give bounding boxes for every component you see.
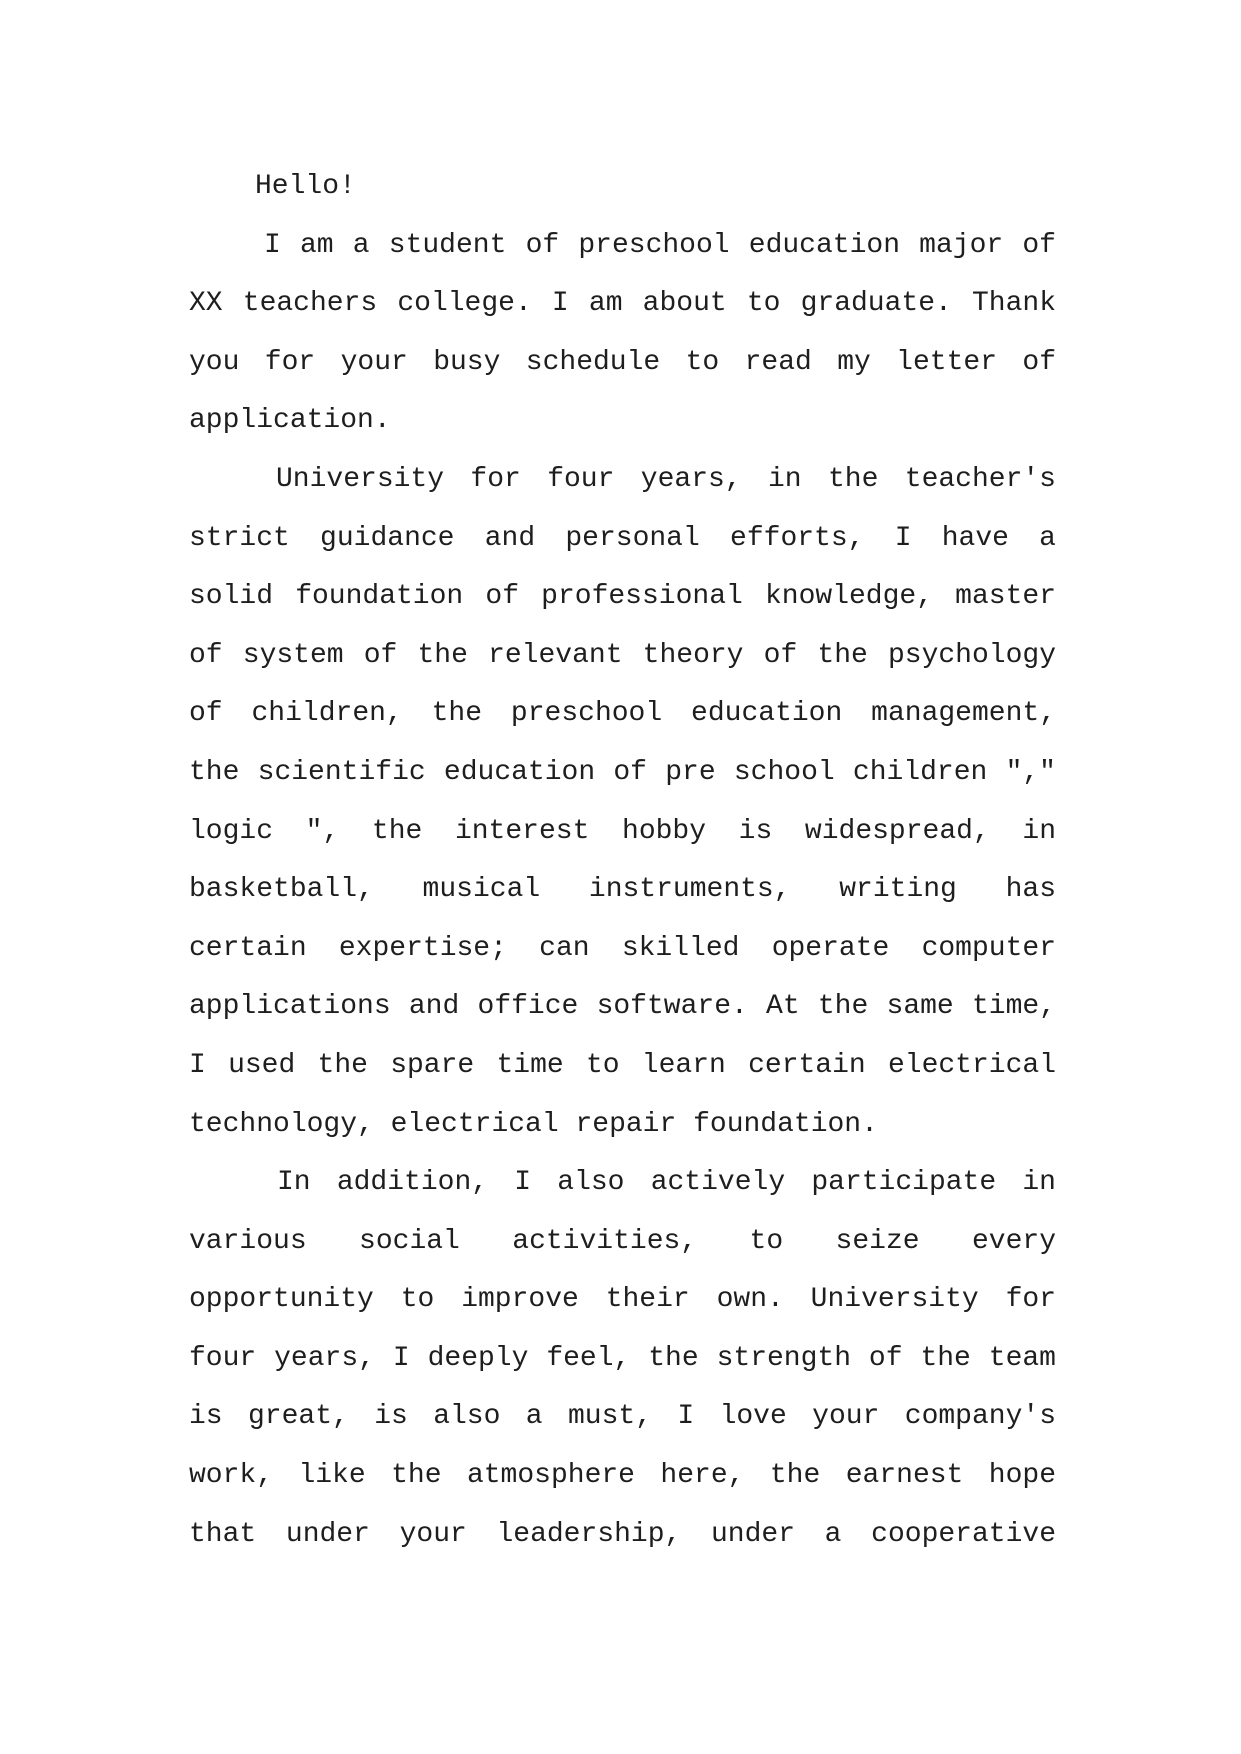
letter-body bbox=[189, 158, 1056, 1564]
letter-line: four years, I deeply feel, the strength of the team bbox=[189, 1342, 1056, 1374]
letter-line: I used the spare time to learn certain electrical bbox=[189, 1049, 1056, 1081]
letter-line: certain expertise; can skilled operate computer bbox=[189, 932, 1056, 964]
letter-line: various social activities, to seize every bbox=[189, 1225, 1056, 1257]
letter-line: opportunity to improve their own. University for bbox=[189, 1284, 1056, 1316]
letter-line: of children, the preschool education management, bbox=[189, 698, 1056, 730]
letter-line: I am a student of preschool education major of bbox=[264, 229, 1056, 261]
letter-line: In addition, I also actively participate in bbox=[277, 1167, 1056, 1199]
letter-line: University for four years, in the teacher's bbox=[276, 463, 1056, 495]
paragraph-education bbox=[189, 451, 1056, 1154]
letter-line: that under your leadership, under a cooperative bbox=[189, 1518, 1056, 1550]
letter-line: you for your busy schedule to read my letter of bbox=[189, 346, 1056, 378]
letter-line: solid foundation of professional knowledge, master bbox=[189, 581, 1056, 613]
letter-line: work, like the atmosphere here, the earnest hope bbox=[189, 1460, 1056, 1492]
paragraph-intro bbox=[189, 217, 1056, 451]
letter-line: the scientific education of pre school children "," bbox=[189, 756, 1056, 788]
letter-line: technology, electrical repair foundation. bbox=[189, 1108, 878, 1140]
letter-line: of system of the relevant theory of the psychology bbox=[189, 639, 1056, 671]
letter-line: logic ", the interest hobby is widespread, in bbox=[189, 815, 1056, 847]
letter-line: applications and office software. At the same time, bbox=[189, 991, 1056, 1023]
paragraph-activities bbox=[189, 1154, 1056, 1564]
letter-line: application. bbox=[189, 405, 391, 437]
letter-line: strict guidance and personal efforts, I have a bbox=[189, 522, 1056, 554]
letter-line: is great, is also a must, I love your company's bbox=[189, 1401, 1056, 1433]
letter-line: XX teachers college. I am about to graduate. Thank bbox=[189, 288, 1056, 320]
letter-line: basketball, musical instruments, writing has bbox=[189, 874, 1056, 906]
greeting: Hello! bbox=[255, 171, 356, 202]
